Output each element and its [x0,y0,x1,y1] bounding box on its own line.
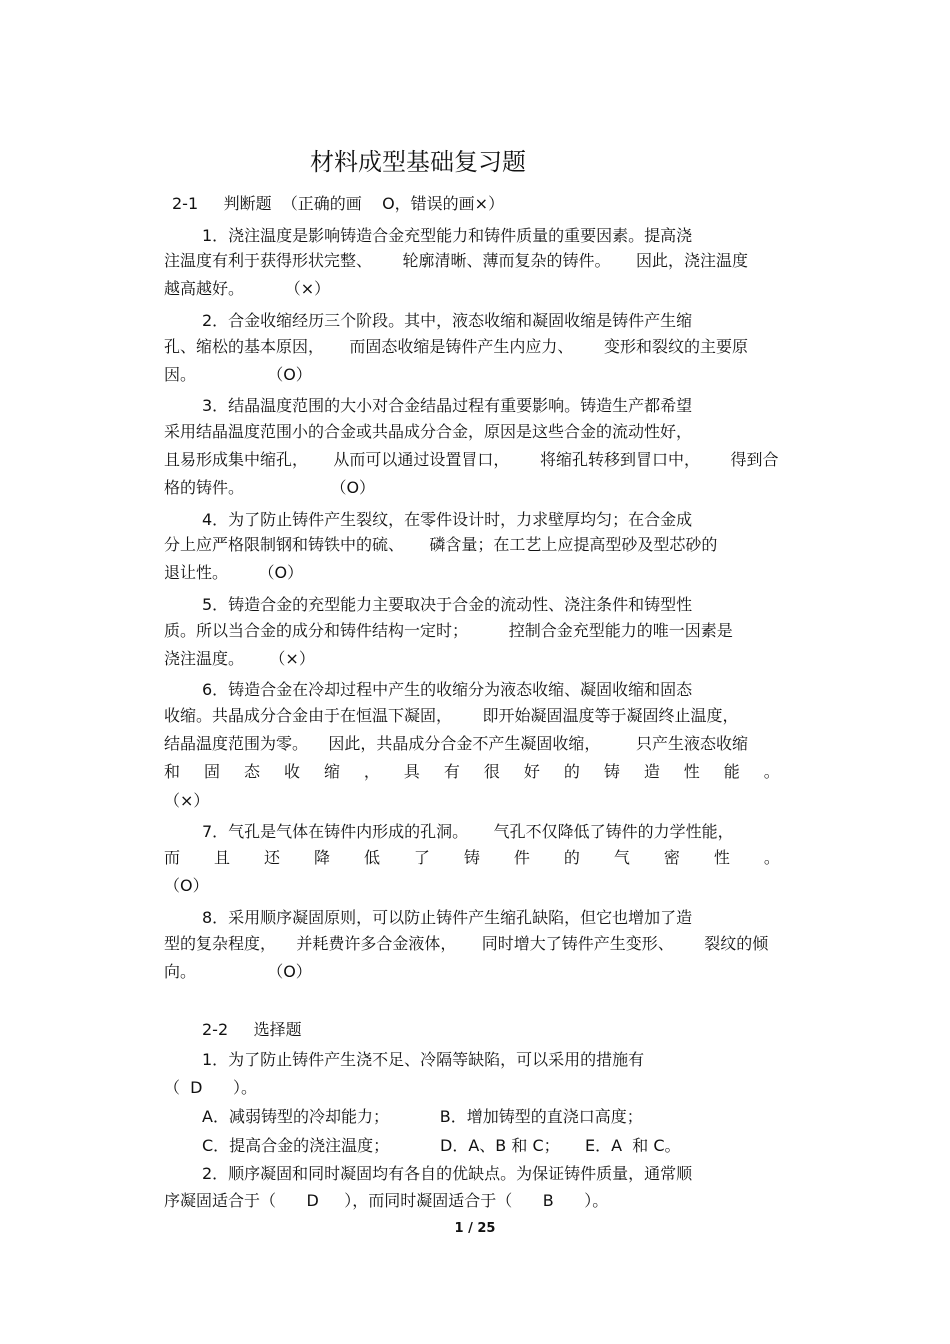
question-line-justified [164,848,780,868]
char: 和 [164,762,181,781]
answer-mark: （×） [164,791,210,810]
char: 气 [613,848,630,867]
char: 密 [663,848,680,867]
question-line: 越高越好。 （×） [164,279,331,298]
char: 且 [213,848,230,867]
page-number: 1 / 25 [454,1221,496,1236]
question-line: 7．气孔是气体在铸件内形成的孔洞。 气孔不仅降低了铸件的力学性能， [202,822,734,841]
char: ， [363,762,380,781]
question-line: 格的铸件。 （O） [164,478,376,497]
char: 很 [483,762,500,781]
question-line: 8．采用顺序凝固原则，可以防止铸件产生缩孔缺陷，但它也增加了造 [202,908,693,927]
char: 态 [243,762,260,781]
document-title: 材料成型基础复习题 [310,148,526,176]
question-line: 分上应严格限制钢和铸铁中的硫、 磷含量；在工艺上应提高型砂及型芯砂的 [164,535,718,554]
char: 好 [523,762,540,781]
question-line: 6．铸造合金在冷却过程中产生的收缩分为液态收缩、凝固收缩和固态 [202,680,693,699]
char: 缩 [323,762,340,781]
question-line: 4．为了防止铸件产生裂纹，在零件设计时，力求壁厚均匀；在合金成 [202,510,693,529]
question-line: 退让性。 （O） [164,563,304,582]
char: 件 [513,848,530,867]
char: 收 [283,762,300,781]
char: 能 [723,762,740,781]
question-line: 结晶温度范围为零。 因此，共晶成分合金不产生凝固收缩， 只产生液态收缩 [164,734,748,753]
question-line: 且易形成集中缩孔， 从而可以通过设置冒口， 将缩孔转移到冒口中， 得到合 [164,450,779,469]
question-line: 浇注温度。 （×） [164,649,315,668]
question-line: 2．合金收缩经历三个阶段。其中，液态收缩和凝固收缩是铸件产生缩 [202,311,693,330]
question-line: 2．顺序凝固和同时凝固均有各自的优缺点。为保证铸件质量，通常顺 [202,1164,693,1183]
char: 还 [263,848,280,867]
question-line-justified [164,762,780,782]
option-line: C．提高合金的浇注温度； D．A、B 和 C； E．A 和 C。 [202,1136,681,1155]
question-line: 因。 （O） [164,365,312,384]
char: 的 [563,848,580,867]
char: 固 [203,762,220,781]
question-line: （ D ）。 [164,1078,258,1097]
question-line: 注温度有利于获得形状完整、 轮廓清晰、薄而复杂的铸件。 因此，浇注温度 [164,251,748,270]
char: 具 [403,762,420,781]
section-heading-choice: 2-2 选择题 [202,1020,302,1039]
question-line: 1．为了防止铸件产生浇不足、冷隔等缺陷，可以采用的措施有 [202,1050,645,1069]
char: 造 [643,762,660,781]
char: 性 [713,848,730,867]
char: 低 [363,848,380,867]
question-line: 收缩。共晶成分合金由于在恒温下凝固， 即开始凝固温度等于凝固终止温度， [164,706,739,725]
char: 有 [443,762,460,781]
question-line: 1．浇注温度是影响铸造合金充型能力和铸件质量的重要因素。提高浇 [202,226,693,245]
question-line: 向。 （O） [164,962,312,981]
question-line: 3．结晶温度范围的大小对合金结晶过程有重要影响。铸造生产都希望 [202,396,693,415]
char: 性 [683,762,700,781]
question-line: 5．铸造合金的充型能力主要取决于合金的流动性、浇注条件和铸型性 [202,595,693,614]
char: 降 [313,848,330,867]
char: 了 [413,848,430,867]
char: 。 [763,762,780,781]
char: 铸 [463,848,480,867]
question-line: 质。所以当合金的成分和铸件结构一定时； 控制合金充型能力的唯一因素是 [164,621,733,640]
question-line: 孔、缩松的基本原因， 而固态收缩是铸件产生内应力、 变形和裂纹的主要原 [164,337,748,356]
char: 而 [164,848,181,867]
char: 铸 [603,762,620,781]
option-line: A．减弱铸型的冷却能力； B．增加铸型的直浇口高度； [202,1107,643,1126]
question-line: 序凝固适合于（ D ），而同时凝固适合于（ B ）。 [164,1191,609,1210]
answer-mark: （O） [164,876,209,895]
char: 。 [763,848,780,867]
char: 的 [563,762,580,781]
section-heading-judgment: 2-1 判断题 （正确的画 O，错误的画×） [172,194,505,213]
question-line: 型的复杂程度， 并耗费许多合金液体， 同时增大了铸件产生变形、 裂纹的倾 [164,934,769,953]
question-line: 采用结晶温度范围小的合金或共晶成分合金，原因是这些合金的流动性好， [164,422,693,441]
